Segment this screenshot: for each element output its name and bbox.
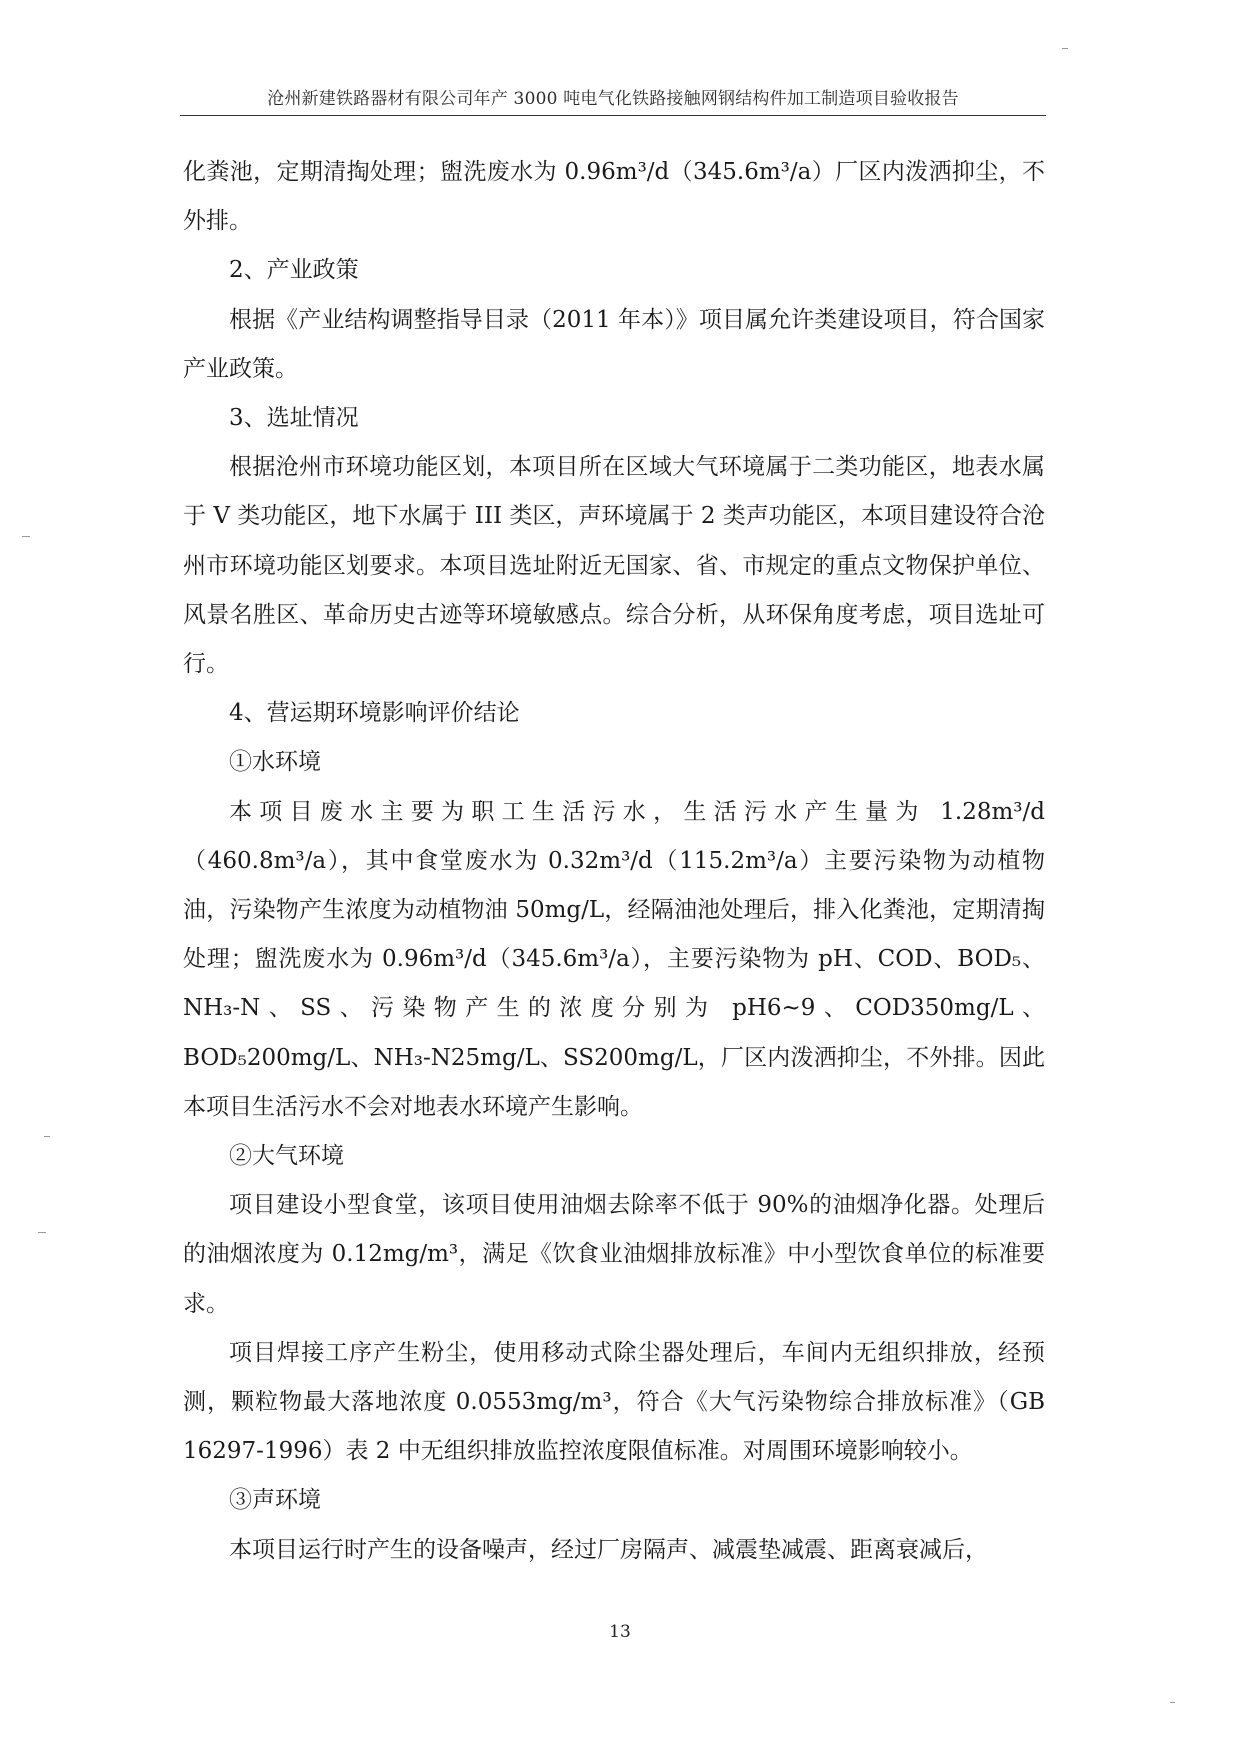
subsection-heading: ①水环境 bbox=[229, 749, 321, 776]
section-heading: 3、选址情况 bbox=[229, 405, 359, 432]
scan-mark bbox=[22, 536, 30, 537]
section-heading: 4、营运期环境影响评价结论 bbox=[229, 700, 520, 727]
subsection-heading: ③声环境 bbox=[229, 1487, 321, 1514]
paragraph: 化粪池，定期清掏处理；盥洗废水为 0.96m³/d（345.6m³/a）厂区内泼洒抑尘，不外排。 bbox=[183, 159, 1045, 235]
subsection-heading: ②大气环境 bbox=[229, 1143, 344, 1170]
paragraph: 根据沧州市环境功能区划，本项目所在区域大气环境属于二类功能区，地表水属于 V 类功能区，地下水属于 III 类区，声环境属于 2 类声功能区，本项目建设符合沧州市环境功能区划要求。本项目选址附近无国家、省、市规定的重点文物保护单位、风景名胜区、革命历史古迹等环境敏感点。综合分析，从环保角度考虑，项目选址可行。 bbox=[183, 454, 1045, 678]
paragraph: 项目焊接工序产生粉尘，使用移动式除尘器处理后，车间内无组织排放，经预测，颗粒物最大落地浓度 0.0553mg/m³，符合《大气污染物综合排放标准》（GB 16297-1996）表 2 中无组织排放监控浓度限值标准。对周围环境影响较小。 bbox=[183, 1339, 1045, 1465]
paragraph: 根据《产业结构调整指导目录（2011 年本）》项目属允许类建设项目，符合国家产业政策。 bbox=[183, 306, 1045, 382]
body-text bbox=[183, 148, 1045, 1575]
paragraph: 项目建设小型食堂，该项目使用油烟去除率不低于 90%的油烟净化器。处理后的油烟浓度为 0.12mg/m³，满足《饮食业油烟排放标准》中小型饮食单位的标准要求。 bbox=[183, 1192, 1045, 1317]
running-header: 沧州新建铁路器材有限公司年产 3000 吨电气化铁路接触网钢结构件加工制造项目验收报告 bbox=[180, 84, 1046, 116]
section-heading: 2、产业政策 bbox=[229, 257, 359, 284]
scan-mark bbox=[1170, 1702, 1175, 1703]
scan-mark bbox=[38, 1232, 46, 1233]
paragraph: 本项目运行时产生的设备噪声，经过厂房隔声、减震垫减震、距离衰减后， bbox=[229, 1536, 988, 1563]
scan-mark bbox=[44, 1136, 50, 1137]
paragraph: 本项目废水主要为职工生活污水，生活污水产生量为 1.28m³/d（460.8m³/a），其中食堂废水为 0.32m³/d（115.2m³/a）主要污染物为动植物油，污染物产生浓度为动植物油 50mg/L，经隔油池处理后，排入化粪池，定期清掏处理；盥洗废水为 0.96m³/d（345.6m³/a），主要污染物为 pH、COD、BOD₅、NH₃-N、SS、污染物产生的浓度分别为 pH6~9、COD350mg/L、BOD₅200mg/L、NH₃-N25mg/L、SS200mg/L，厂区内泼洒抑尘，不外排。因此本项目生活污水不会对地表水环境产生影响。 bbox=[183, 798, 1045, 1120]
scan-mark bbox=[1062, 48, 1068, 49]
page-number: 13 bbox=[609, 1622, 631, 1642]
